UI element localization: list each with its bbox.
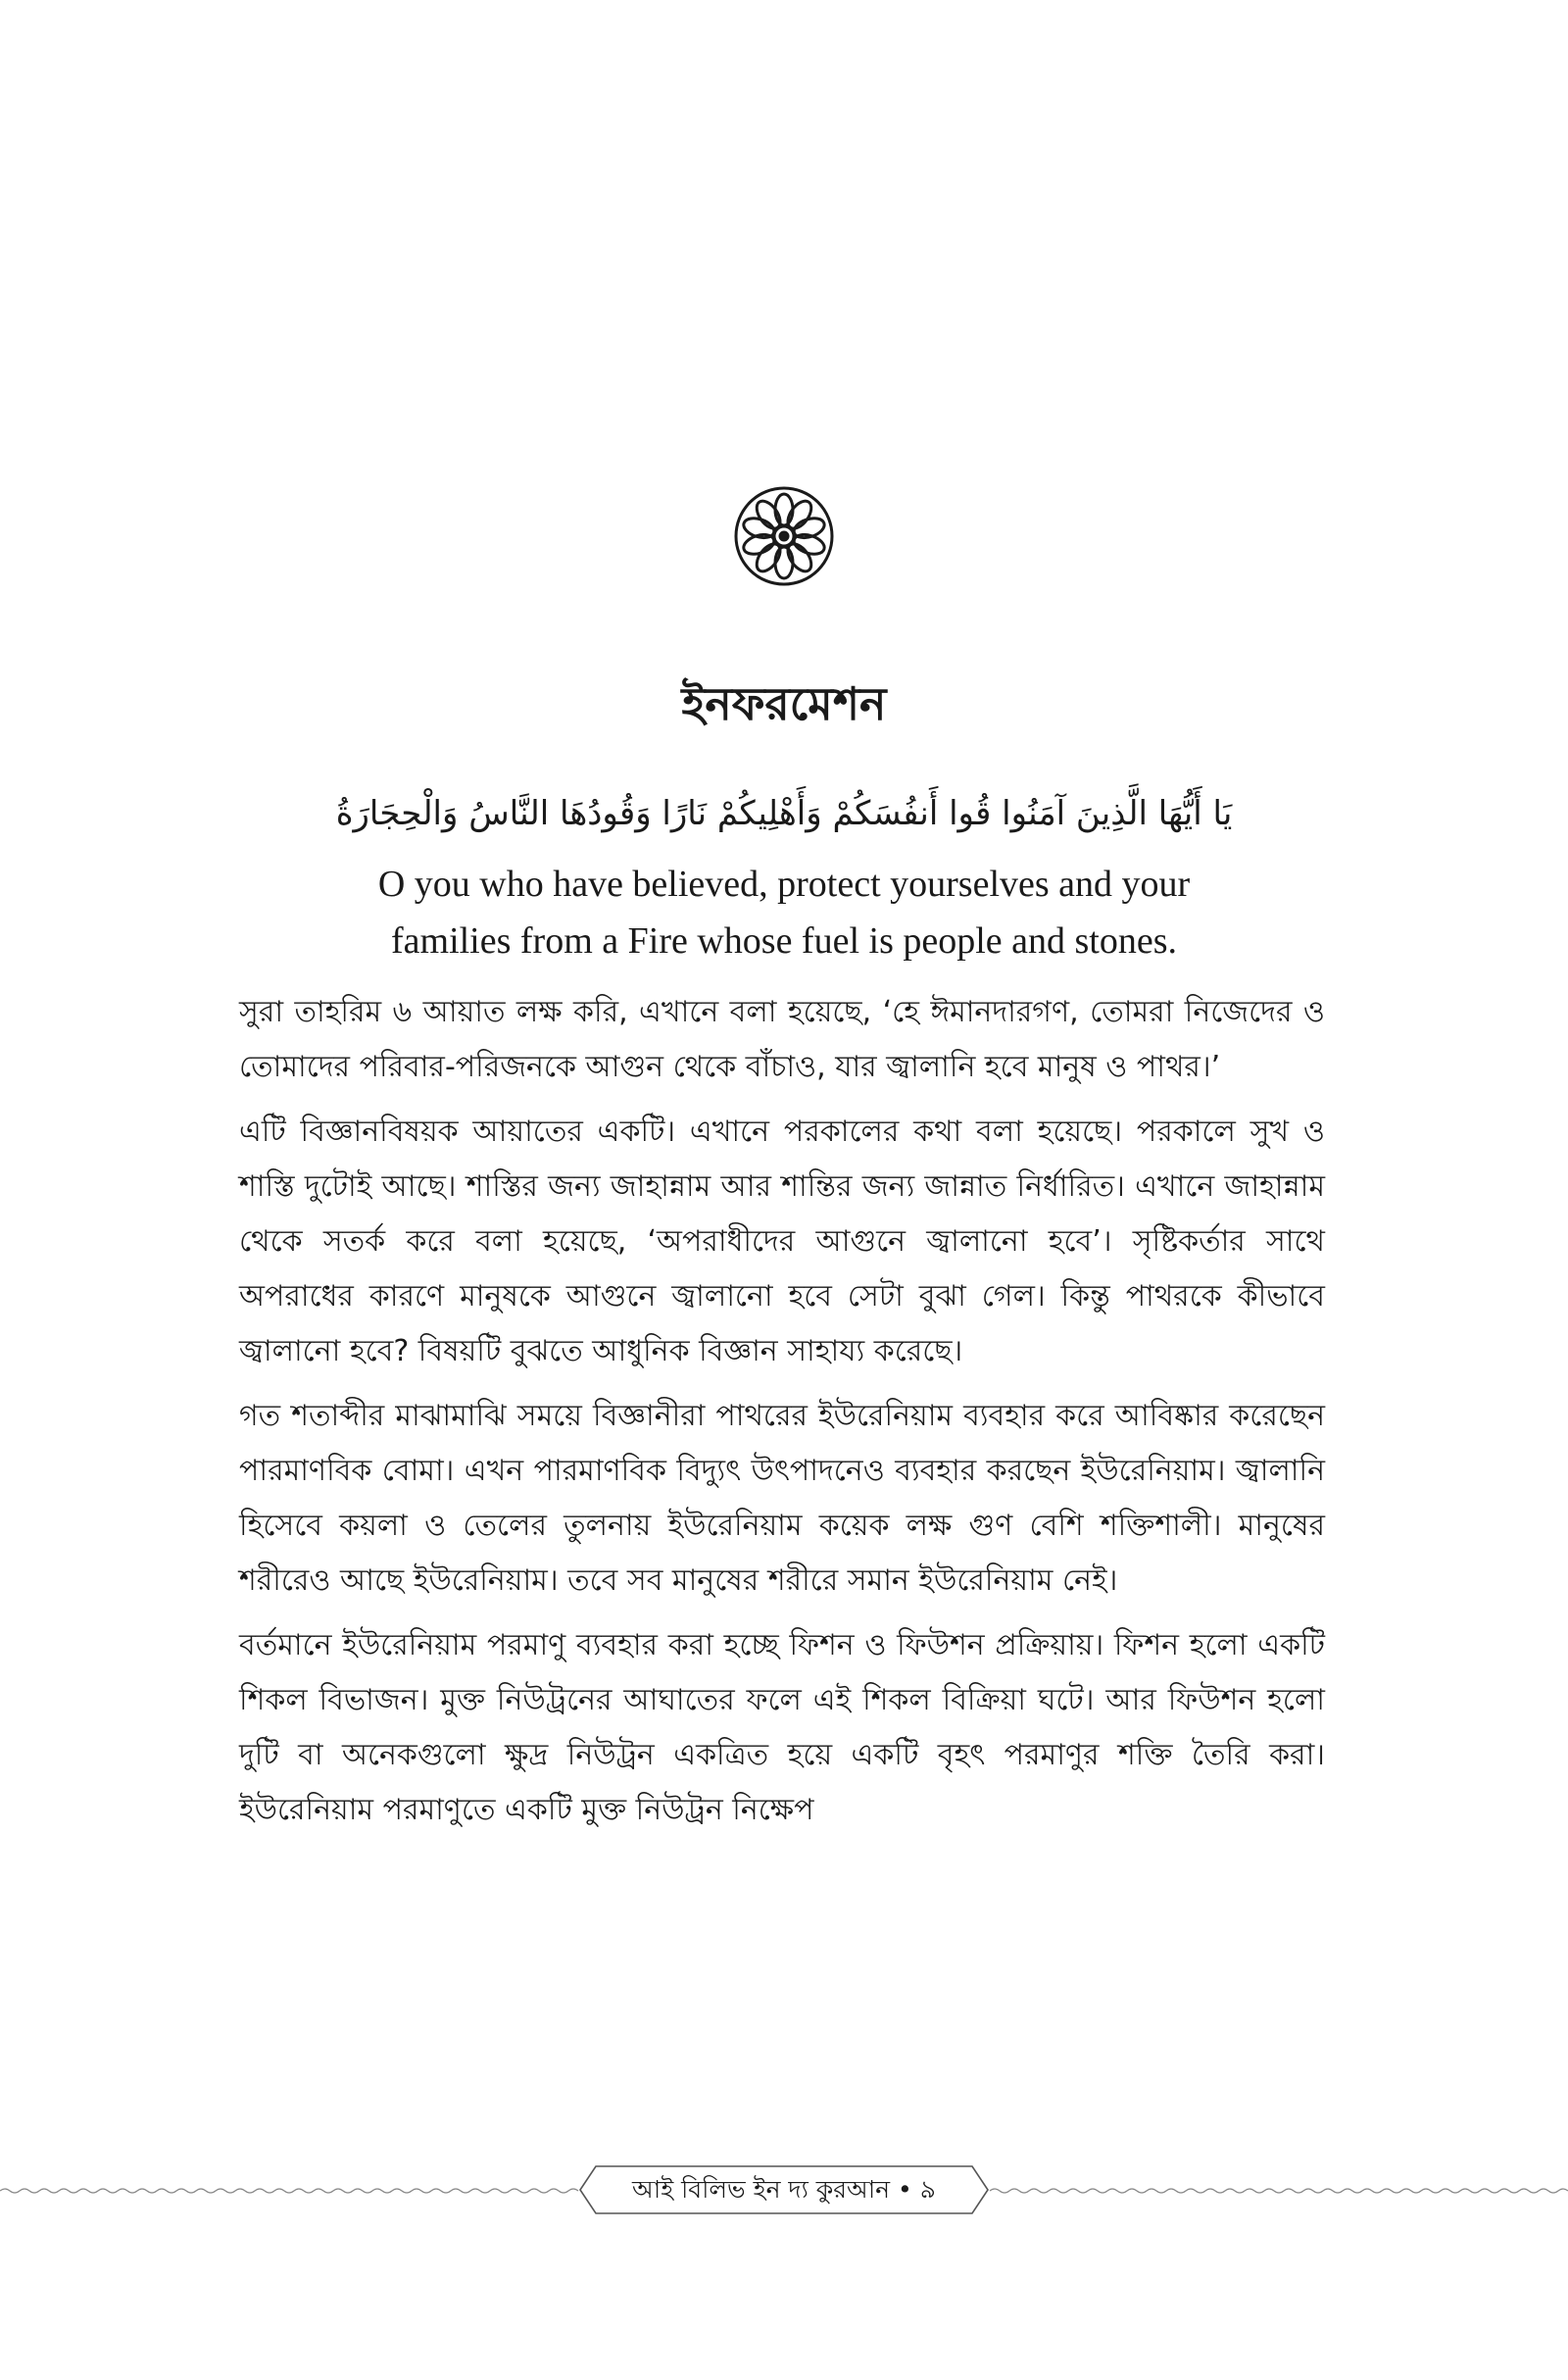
- page-title: ইনফরমেশন: [681, 677, 887, 730]
- paragraph: গত শতাব্দীর মাঝামাঝি সময়ে বিজ্ঞানীরা পাথরের ইউরেনিয়াম ব্যবহার করে আবিষ্কার করেছেন পারমাণবিক বোমা। এখন পারমাণবিক বিদ্যুৎ উৎপাদনেও ব্যবহার করছেন ইউরেনিয়াম। জ্বালানি হিসেবে কয়লা ও তেলের তুলনায় ইউরেনিয়াম কয়েক লক্ষ গুণ বেশি শক্তিশালী। মানুষের শরীরেও আছে ইউরেনিয়াম। তবে সব মানুষের শরীরে সমান ইউরেনিয়াম নেই।: [239, 1399, 1325, 1598]
- translation-line: O you who have believed, protect yourselves and your: [377, 864, 1191, 905]
- flower-ornament-icon: [732, 484, 836, 588]
- body-text: [239, 985, 1325, 1848]
- translation-line: families from a Fire whose fuel is people and stones.: [390, 920, 1178, 962]
- footer-book-title-page-number: আই বিলিভ ইন দ্য কুরআন • ৯: [632, 2175, 936, 2204]
- english-translation: [294, 856, 1274, 969]
- arabic-verse: يَا أَيُّهَا الَّذِينَ آمَنُوا قُوا أَنفُسَكُمْ وَأَهْلِيكُمْ نَارًا وَقُودُهَا النَّاسُ وَالْحِجَارَةُ: [335, 794, 1233, 833]
- paragraph: বর্তমানে ইউরেনিয়াম পরমাণু ব্যবহার করা হচ্ছে ফিশন ও ফিউশন প্রক্রিয়ায়। ফিশন হলো একটি শিকল বিভাজন। মুক্ত নিউট্রনের আঘাতের ফলে এই শিকল বিক্রিয়া ঘটে। আর ফিউশন হলো দুটি বা অনেকগুলো ক্ষুদ্র নিউট্রন একত্রিত হয়ে একটি বৃহৎ পরমাণুর শক্তি তৈরি করা। ইউরেনিয়াম পরমাণুতে একটি মুক্ত নিউট্রন নিক্ষেপ: [239, 1628, 1325, 1827]
- running-footer: [578, 2164, 990, 2215]
- paragraph: সুরা তাহরিম ৬ আয়াত লক্ষ করি, এখানে বলা হয়েছে, ‘হে ঈমানদারগণ, তোমরা নিজেদের ও তোমাদের পরিবার-পরিজনকে আগুন থেকে বাঁচাও, যার জ্বালানি হবে মানুষ ও পাথর।’: [239, 995, 1325, 1084]
- paragraph: এটি বিজ্ঞানবিষয়ক আয়াতের একটি। এখানে পরকালের কথা বলা হয়েছে। পরকালে সুখ ও শাস্তি দুটোই আছে। শাস্তির জন্য জাহান্নাম আর শান্তির জন্য জান্নাত নির্ধারিত। এখানে জাহান্নাম থেকে সতর্ক করে বলা হয়েছে, ‘অপরাধীদের আগুনে জ্বালানো হবে’। সৃষ্টিকর্তার সাথে অপরাধের কারণে মানুষকে আগুনে জ্বালানো হবে সেটা বুঝা গেল। কিন্তু পাথরকে কীভাবে জ্বালানো হবে? বিষয়টি বুঝতে আধুনিক বিজ্ঞান সাহায্য করেছে।: [239, 1115, 1325, 1368]
